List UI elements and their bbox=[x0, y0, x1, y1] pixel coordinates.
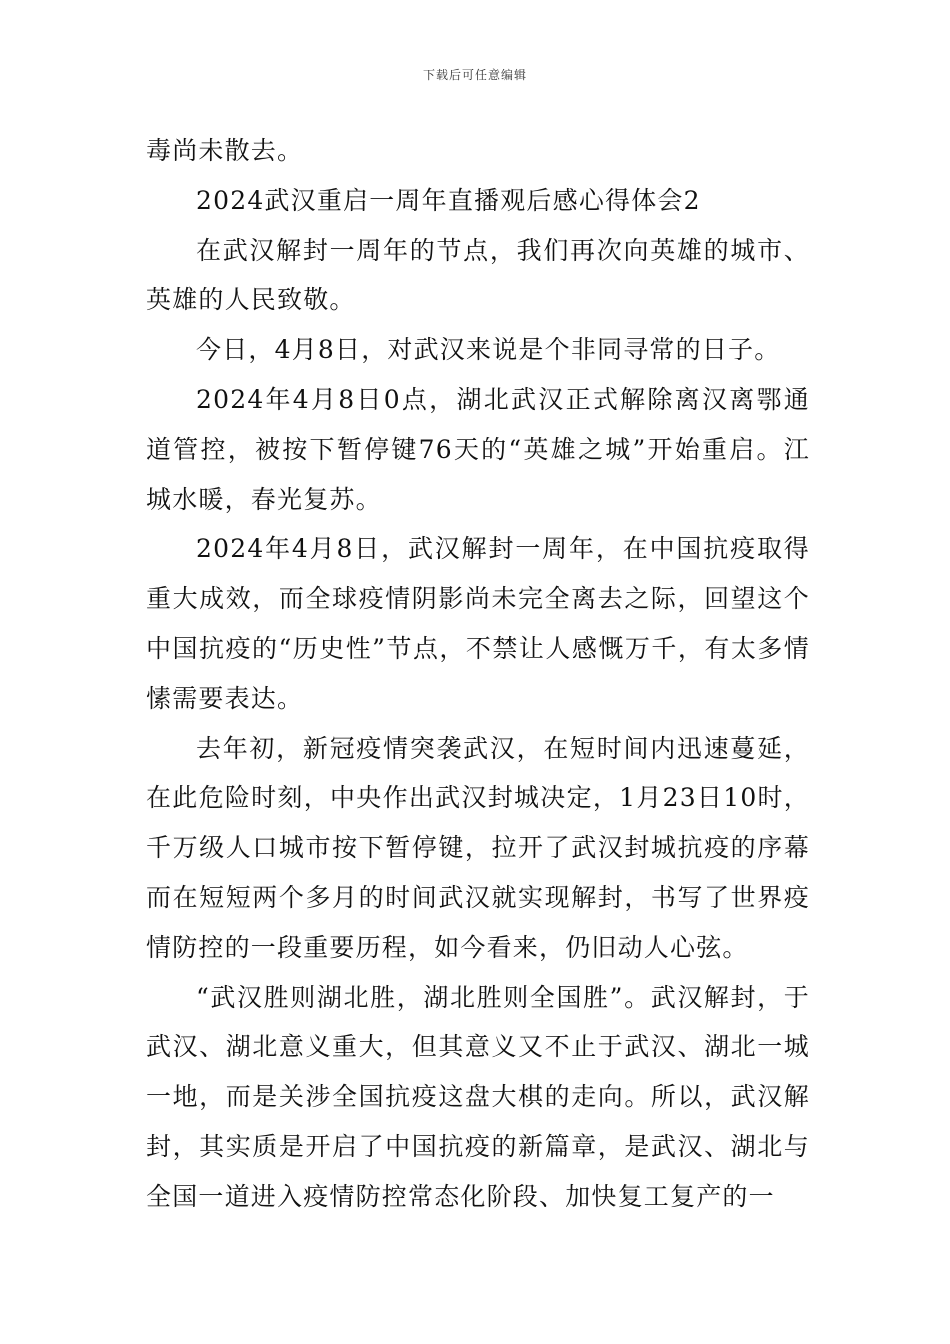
paragraph: 2024年4月8日，武汉解封一周年，在中国抗疫取得重大成效，而全球疫情阴影尚未完全离去之际，回望这个中国抗疫的“历史性”节点，不禁让人感慨万千，有太多情愫需要表达。 bbox=[146, 534, 810, 713]
paragraph: 在武汉解封一周年的节点，我们再次向英雄的城市、英雄的人民致敬。 bbox=[146, 235, 810, 315]
document-body bbox=[146, 126, 810, 1222]
paragraph-continuation: 毒尚未散去。 bbox=[146, 136, 304, 165]
paragraph: 今日，4月8日，对武汉来说是个非同寻常的日子。 bbox=[196, 335, 781, 365]
paragraph: 去年初，新冠疫情突袭武汉，在短时间内迅速蔓延，在此危险时刻，中央作出武汉封城决定，1月23日10时，千万级人口城市按下暂停键，拉开了武汉封城抗疫的序幕而在短短两个多月的时间武汉就实现解封，书写了世界疫情防控的一段重要历程，如今看来，仍旧动人心弦。 bbox=[146, 733, 810, 962]
page-header: 下载后可任意编辑 bbox=[422, 68, 527, 82]
paragraph: 2024年4月8日0点，湖北武汉正式解除离汉离鄂通道管控，被按下暂停键76天的“英雄之城”开始重启。江城水暖，春光复苏。 bbox=[146, 384, 810, 514]
section-title: 2024武汉重启一周年直播观后感心得体会2 bbox=[196, 185, 701, 215]
paragraph: “武汉胜则湖北胜，湖北胜则全国胜”。武汉解封，于武汉、湖北意义重大，但其意义又不止于武汉、湖北一城一地，而是关涉全国抗疫这盘大棋的走向。所以，武汉解封，其实质是开启了中国抗疫的新篇章，是武汉、湖北与全国一道进入疫情防控常态化阶段、加快复工复产的一 bbox=[146, 982, 810, 1211]
